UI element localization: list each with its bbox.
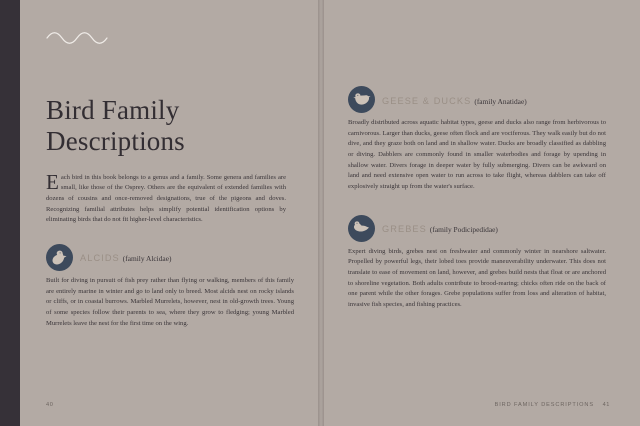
grebe-bird-icon (348, 215, 375, 242)
section-body: Expert diving birds, grebes nest on freshwater and commonly winter in nearshore saltwater. Propelled by powerful legs, their lobed toes provide maneuverability underwater. This does not translate to ease of movement on land, however, and grebes build nests that float or are anchored to shoreline vegetation. Both adults contribute to brood-rearing; chicks often ride on the back of one parent while the other forages. Grebe populations suffer from loss and alteration of habitat, invasive fish species, and fishing practices. (348, 247, 606, 309)
drop-cap: E (46, 169, 59, 194)
alcid-bird-icon (46, 244, 73, 271)
running-head: BIRD FAMILY DESCRIPTIONS (494, 402, 594, 408)
section-name: GREBES (382, 224, 427, 235)
section-title-group (80, 248, 171, 266)
section-title-group (382, 91, 527, 109)
section-alcids (46, 244, 298, 329)
intro-paragraph (46, 169, 286, 226)
section-name: ALCIDS (80, 253, 120, 264)
section-body: Broadly distributed across aquatic habitat types, geese and ducks also range from herbivorous to carnivorous. Larger than ducks, geese often flock and are vociferous. They walk easily but do not dive, and they graze both on land and in shallow water. Ducks are broadly classified as dabbling or diving. Dabblers are commonly found in smaller waterbodies and forage by upending in shallow water. Divers forage in deeper water by fully submerging. Divers can be awkward on land and need extensive open water to run across to take flight, whereas dabblers can take off explosively straight up from the water's surface. (348, 119, 606, 191)
section-latin-name: (family Podicipedidae) (429, 225, 498, 235)
section-geese-ducks (348, 86, 610, 193)
section-name: GEESE & DUCKS (382, 95, 472, 106)
section-grebes (348, 215, 610, 311)
section-latin-name: (family Anatidae) (474, 96, 527, 106)
intro-text: ach bird in this book belongs to a genus and a family. Some genera and families are small, like those of the Osprey. Others are the equivalent of extended families with dozens of cousins and once-removed designations, true of the pigeons and doves. Recognizing familial attributes helps simplify potential identification options by eliminating birds that do not fit higher-level characteristics. (46, 173, 286, 224)
page-title: Bird Family Descriptions (46, 95, 185, 156)
section-body: Built for diving in pursuit of fish prey rather than flying or walking, members of this family are entirely marine in winter and go to land only to breed. Most alcids nest on rocky islands or cliffs, or in coastal burrows. Marbled Murrelets, however, nest in old-growth trees. Young of some species follow their parents to sea, where they grow to fledging; young Marbled Murrelets leave the nest for the first time on the wing. (46, 276, 294, 327)
folio-left: 40 (46, 402, 54, 408)
section-latin-name: (family Alcidae) (122, 254, 172, 264)
right-page (320, 0, 640, 426)
folio-right: 41 (602, 402, 610, 408)
section-header (348, 86, 610, 113)
section-title-group (382, 219, 498, 237)
wave-squiggle-ornament (46, 30, 108, 44)
section-header (348, 215, 610, 242)
duck-bird-icon (348, 86, 375, 113)
section-header (46, 244, 298, 271)
